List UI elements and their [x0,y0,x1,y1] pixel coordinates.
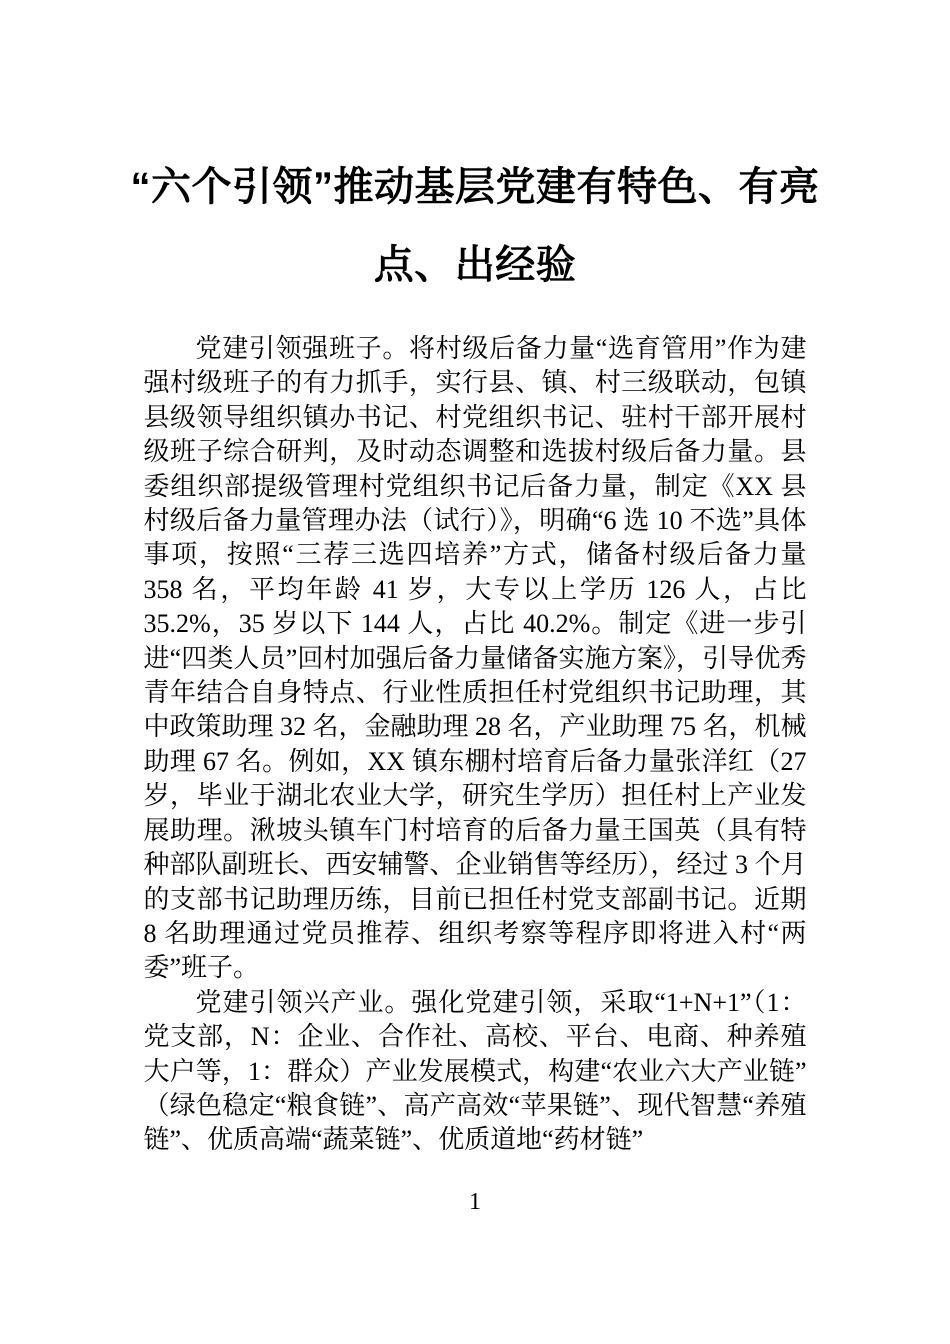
paragraph-party-building-industry: 党建引领兴产业。强化党建引领，采取“1+N+1”（1：党支部，N：企业、合作社、高校、平台、电商、种养殖大户等，1：群众）产业发展模式，构建“农业六大产业链”（绿色稳定“粮食链”、高产高效“苹果链”、现代智慧“养殖链”、优质高端“蔬菜链”、优质道地“药材链” [143,987,807,1155]
paragraph-party-building-team: 党建引领强班子。将村级后备力量“选育管用”作为建强村级班子的有力抓手，实行县、镇、村三级联动，包镇县级领导组织镇办书记、村党组织书记、驻村干部开展村级班子综合研判，及时动态调整和选拔村级后备力量。县委组织部提级管理村党组织书记后备力量，制定《XX 县村级后备力量管理办法（试行）》，明确“6 选 10 不选”具体事项，按照“三荐三选四培养”方式，储备村级后备力量 358 名，平均年龄 41 岁，大专以上学历 126 人，占比 35.2%，35 岁以下 144 人，占比 40.2%。制定《进一步引进“四类人员”回村加强后备力量储备实施方案》，引导优秀青年结合自身特点、行业性质担任村党组织书记助理，其中政策助理 32 名，金融助理 28 名，产业助理 75 名，机械助理 67 名。例如，XX 镇东棚村培育后备力量张洋红（27 岁，毕业于湖北农业大学，研究生学历）担任村上产业发展助理。湫坡头镇车门村培育的后备力量王国英（具有特种部队副班长、西安辅警、企业销售等经历），经过 3 个月的支部书记助理历练，目前已担任村党支部副书记。近期 8 名助理通过党员推荐、组织考察等程序即将进入村“两委”班子。 [143,334,807,983]
page-number: 1 [469,1189,481,1215]
document-body [144,332,807,1158]
document-title: “六个引领”推动基层党建有特色、有亮点、出经验 [130,165,820,287]
